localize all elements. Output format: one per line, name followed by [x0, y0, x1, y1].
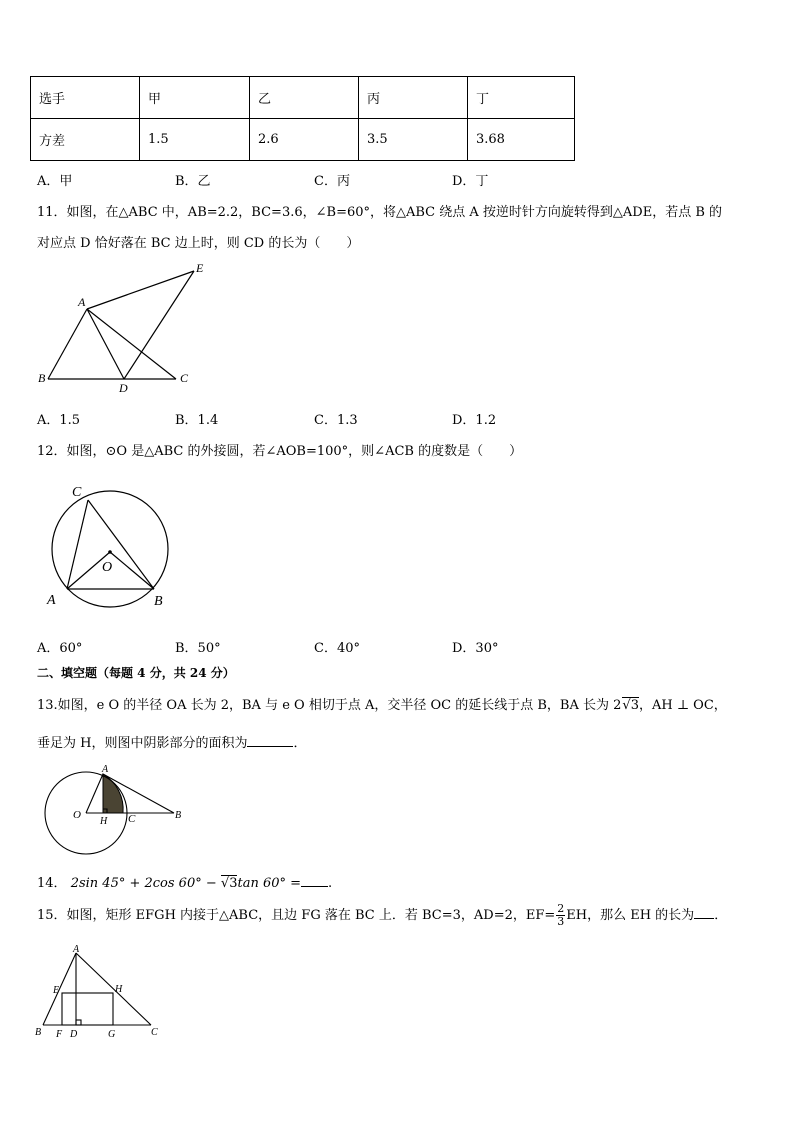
table-cell: 乙	[250, 77, 359, 119]
table-cell: 丙	[359, 77, 468, 119]
q14-text: 14． 2sin 45° + 2cos 60° − √3tan 60° = .	[37, 876, 333, 891]
q11-figure	[30, 258, 220, 398]
q10-option-b: B．乙	[175, 174, 211, 189]
center-point	[108, 550, 112, 554]
q15-figure	[30, 943, 170, 1043]
answer-blank	[301, 874, 328, 887]
q13-text-b: ，AH ⊥ OC，	[638, 698, 727, 713]
q12-option-b: B．50°	[175, 641, 221, 656]
section-heading: 二、填空题（每题 4 分，共 24 分）	[37, 666, 235, 680]
table-cell: 方差	[31, 119, 140, 161]
q13-label-a: A	[102, 764, 109, 775]
answer-blank	[694, 906, 714, 919]
q10-option-a: A．甲	[37, 174, 73, 189]
table-cell: 1.5	[140, 119, 250, 161]
q12-option-c: C．40°	[314, 641, 360, 656]
q10-option-d: D．丁	[452, 174, 489, 189]
q11-option-c: C．1.3	[314, 413, 358, 428]
fraction-denominator: 3	[557, 915, 565, 928]
variance-table	[30, 76, 575, 161]
q14-expr-b: tan 60° =	[237, 876, 302, 891]
q13-text-c: 垂足为 H，则图中阴影部分的面积为	[37, 736, 248, 751]
answer-blank	[247, 734, 293, 747]
q12-label-o: O	[102, 560, 113, 575]
q12-label-a: A	[47, 593, 56, 608]
q12-text: 12．如图，⊙O 是△ABC 的外接圆，若∠AOB=100°，则∠ACB 的度数是（ ）	[37, 444, 523, 459]
q14-expr-a: 2sin 45° + 2cos 60° −	[70, 876, 217, 891]
table-row	[31, 77, 575, 119]
q12-label-c: C	[72, 485, 82, 500]
table-cell: 3.5	[359, 119, 468, 161]
q15-label-d: D	[70, 1029, 78, 1040]
q10-option-c: C．丙	[314, 174, 350, 189]
q12-figure	[40, 480, 180, 610]
table-cell: 3.68	[468, 119, 575, 161]
q12-option-a: A．60°	[37, 641, 83, 656]
q15-label-h: H	[115, 984, 123, 995]
table-cell: 丁	[468, 77, 575, 119]
table-cell: 选手	[31, 77, 140, 119]
q11-option-b: B．1.4	[175, 413, 219, 428]
q12-label-b: B	[154, 594, 163, 609]
q15-text-b: EH，那么 EH 的长为	[566, 908, 695, 923]
fraction	[556, 903, 565, 928]
q11-label-c: C	[180, 371, 189, 385]
table-cell: 甲	[140, 77, 250, 119]
table-cell: 2.6	[250, 119, 359, 161]
q11-text-line2: 对应点 D 恰好落在 BC 边上时，则 CD 的长为（ ）	[37, 236, 360, 251]
q15-text	[37, 903, 727, 928]
q15-label-c: C	[151, 1027, 158, 1038]
q13-label-o: O	[73, 809, 81, 821]
q13-text-line1: 13.如图，e O 的半径 OA 长为 2，BA 与 e O 相切于点 A，交半径 OC 的延长线于点 B，BA 长为 2√3，AH ⊥ OC，	[37, 698, 727, 713]
q15-label-e: E	[53, 985, 60, 996]
q15-label-g: G	[108, 1029, 116, 1040]
q15-end: ．	[714, 908, 728, 923]
q13-root: 3	[630, 698, 639, 713]
q14-prefix: 14．	[37, 876, 67, 891]
q14-end: .	[328, 876, 333, 891]
q12-option-d: D．30°	[452, 641, 499, 656]
q11-label-e: E	[196, 261, 204, 275]
q15-label-f: F	[56, 1029, 63, 1040]
q11-label-a: A	[78, 295, 86, 309]
q13-text-end: ．	[293, 736, 307, 751]
q11-option-a: A．1.5	[37, 413, 81, 428]
q15-label-b: B	[35, 1027, 42, 1038]
table-row	[31, 119, 575, 161]
q13-label-h: H	[100, 816, 108, 827]
fraction-numerator: 2	[557, 902, 565, 915]
q15-label-a: A	[73, 944, 80, 955]
q11-label-d: D	[119, 381, 128, 395]
q13-text-line2	[37, 732, 307, 751]
q13-label-b: B	[175, 810, 182, 821]
q13-label-c: C	[128, 813, 136, 825]
q11-text-line1: 11．如图，在△ABC 中，AB=2.2，BC=3.6，∠B=60°，将△ABC 绕点 A 按逆时针方向旋转得到△ADE，若点 B 的	[37, 205, 723, 220]
q14-root: 3	[229, 876, 238, 891]
q13-figure	[40, 758, 200, 858]
q15-text-a: 15．如图，矩形 EFGH 内接于△ABC，且边 FG 落在 BC 上．若 BC=3，AD=2，EF=	[37, 908, 556, 923]
q13-text-a: 13.如图，e O 的半径 OA 长为 2，BA 与 e O 相切于点 A，交半径 OC 的延长线于点 B，BA 长为 2	[37, 698, 622, 713]
q11-option-d: D．1.2	[452, 413, 497, 428]
q11-label-b: B	[38, 371, 46, 385]
